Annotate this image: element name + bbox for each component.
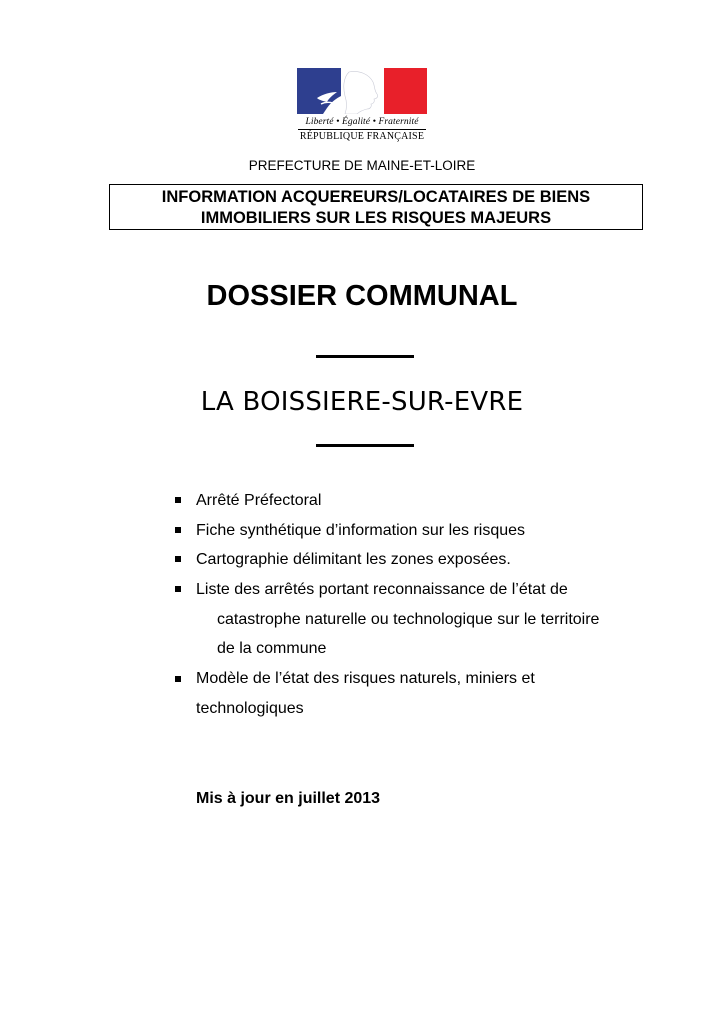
document-title: DOSSIER COMMUNAL — [206, 280, 518, 312]
list-item: Cartographie délimitant les zones exposées. — [196, 551, 511, 568]
list-item-continuation: catastrophe naturelle ou technologique sur le territoire — [217, 611, 600, 628]
list-item: Fiche synthétique d’information sur les risques — [196, 522, 526, 539]
marianne-logo — [297, 68, 427, 142]
logo-divider — [298, 129, 426, 130]
info-title-box — [109, 184, 643, 230]
list-item: Liste des arrêtés portant reconnaissance de l’état de — [196, 581, 568, 598]
marianne-flag-icon — [297, 68, 427, 114]
title-divider-bottom — [316, 444, 414, 447]
info-title-line-2: IMMOBILIERS SUR LES RISQUES MAJEURS — [200, 209, 552, 227]
bullet-icon — [175, 556, 181, 562]
prefecture-heading: PREFECTURE DE MAINE-ET-LOIRE — [248, 158, 476, 173]
logo-republic: RÉPUBLIQUE FRANÇAISE — [299, 131, 425, 142]
list-item-continuation: technologiques — [196, 700, 304, 717]
logo-motto: Liberté • Égalité • Fraternité — [305, 117, 419, 127]
commune-name: LA BOISSIERE-SUR-EVRE — [200, 387, 524, 417]
list-item-continuation: de la commune — [217, 640, 327, 657]
update-date: Mis à jour en juillet 2013 — [196, 790, 381, 807]
list-item: Arrêté Préfectoral — [196, 492, 322, 509]
title-divider-top — [316, 355, 414, 358]
bullet-icon — [175, 527, 181, 533]
list-item: Modèle de l’état des risques naturels, miniers et — [196, 670, 535, 687]
info-title-line-1: INFORMATION ACQUEREURS/LOCATAIRES DE BIENS — [161, 188, 591, 206]
bullet-icon — [175, 497, 181, 503]
bullet-icon — [175, 676, 181, 682]
bullet-icon — [175, 586, 181, 592]
